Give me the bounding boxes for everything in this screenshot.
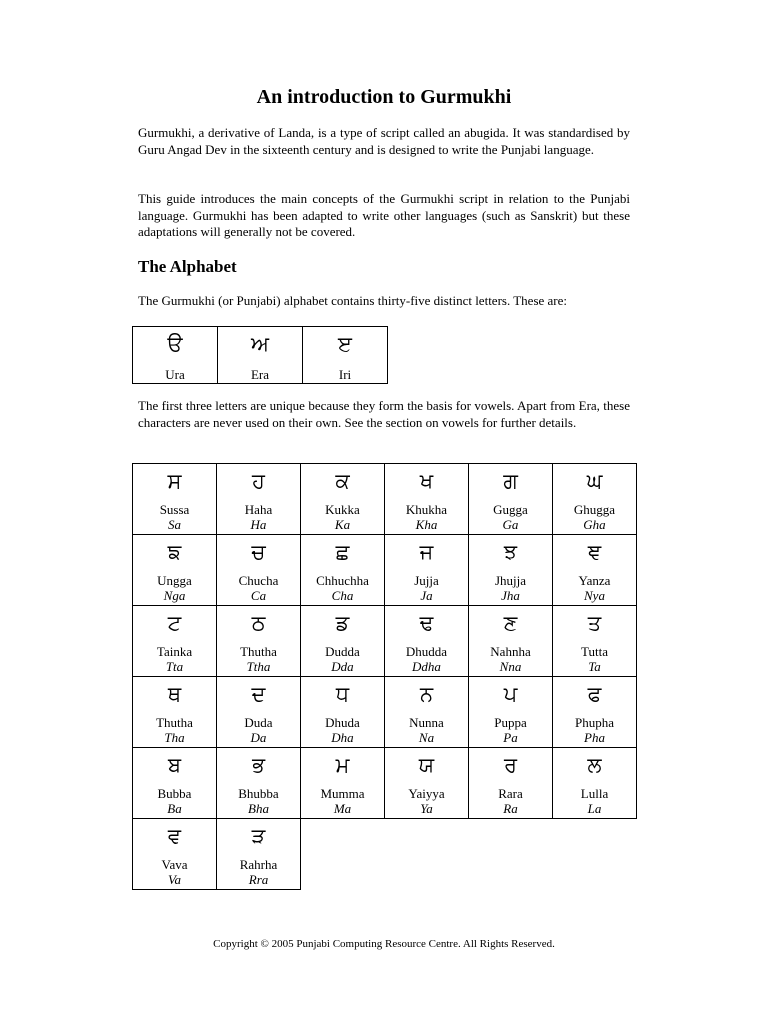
- letter-romanization: Gha: [583, 517, 606, 532]
- letter-glyph: ਧ: [335, 682, 350, 706]
- empty-cell: [553, 819, 637, 890]
- page-title: An introduction to Gurmukhi: [256, 86, 512, 108]
- letter-glyph: ਚ: [251, 540, 266, 564]
- letter-cell: [553, 464, 637, 535]
- letter-name: Nahnha: [490, 644, 531, 659]
- letter-cell: [469, 606, 553, 677]
- letter-romanization: Ja: [420, 588, 433, 603]
- letter-cell: [133, 819, 217, 890]
- letter-name: Mumma: [320, 786, 365, 801]
- letter-glyph: ਲ: [587, 753, 602, 777]
- letter-glyph: ਪ: [503, 682, 518, 706]
- letter-romanization: Ra: [503, 801, 518, 816]
- letter-name: Thutha: [240, 644, 277, 659]
- letter-romanization: Jha: [501, 588, 520, 603]
- letter-glyph: ਰ: [503, 753, 518, 777]
- letter-name: Nunna: [409, 715, 444, 730]
- letter-name: Bubba: [157, 786, 192, 801]
- letter-glyph: ਨ: [419, 682, 434, 706]
- letter-romanization: Ddha: [412, 659, 441, 674]
- intro-paragraph-1: Gurmukhi, a derivative of Landa, is a type of script called an abugida. It was standardised by Guru Angad Dev in the sixteenth century and is designed to write the Punjabi language.: [138, 125, 630, 157]
- table-row: [133, 327, 388, 384]
- letter-romanization: Nya: [584, 588, 605, 603]
- letter-cell: [133, 464, 217, 535]
- letter-cell: [385, 464, 469, 535]
- letter-name: Iri: [338, 367, 352, 382]
- table-row: [133, 748, 637, 819]
- letter-cell: [301, 464, 385, 535]
- letter-glyph: ਝ: [503, 540, 518, 564]
- letter-romanization: Da: [250, 730, 267, 745]
- letter-romanization: Dha: [331, 730, 354, 745]
- letter-cell: [385, 535, 469, 606]
- letter-glyph: ਬ: [167, 753, 182, 777]
- letter-romanization: Kha: [415, 517, 438, 532]
- letter-glyph: ਯ: [418, 753, 435, 777]
- letter-cell: [218, 327, 303, 384]
- table-row: [133, 535, 637, 606]
- letter-cell: [301, 677, 385, 748]
- letter-cell: [217, 464, 301, 535]
- alphabet-intro: The Gurmukhi (or Punjabi) alphabet contains thirty-five distinct letters. These are:: [138, 293, 567, 308]
- letter-name: Chhuchha: [316, 573, 369, 588]
- letter-cell: [385, 606, 469, 677]
- letter-romanization: Ha: [250, 517, 267, 532]
- letter-glyph: ਹ: [252, 469, 265, 493]
- letter-name: Chucha: [238, 573, 279, 588]
- table-row: [133, 819, 637, 890]
- letter-glyph: ਗ: [503, 469, 518, 493]
- letter-romanization: Ma: [333, 801, 352, 816]
- letter-name: Dhudda: [405, 644, 448, 659]
- letter-glyph: ਙ: [167, 540, 182, 564]
- empty-cell: [301, 819, 385, 890]
- letter-cell: [133, 327, 218, 384]
- letter-romanization: Nna: [499, 659, 522, 674]
- letter-name: Thutha: [156, 715, 193, 730]
- letter-glyph: ੲ: [338, 332, 352, 356]
- letter-name: Kukka: [325, 502, 360, 517]
- letter-glyph: ਖ: [419, 469, 434, 493]
- letter-romanization: Dda: [331, 659, 354, 674]
- letter-romanization: Tta: [165, 659, 184, 674]
- letter-name: Khukha: [405, 502, 448, 517]
- letter-name: Phupha: [575, 715, 614, 730]
- letter-glyph: ਫ: [587, 682, 602, 706]
- letter-glyph: ੳ: [167, 332, 183, 356]
- table-row: [133, 677, 637, 748]
- table-row: [133, 606, 637, 677]
- letter-romanization: Ga: [502, 517, 519, 532]
- letter-name: Gugga: [493, 502, 528, 517]
- letter-glyph: ਠ: [251, 611, 266, 635]
- letter-cell: [303, 327, 388, 384]
- letter-romanization: Nga: [163, 588, 186, 603]
- letter-cell: [301, 535, 385, 606]
- empty-cell: [385, 819, 469, 890]
- letter-romanization: Sa: [168, 517, 181, 532]
- letter-romanization: Ttha: [246, 659, 271, 674]
- letter-glyph: ਞ: [587, 540, 602, 564]
- letter-cell: [217, 677, 301, 748]
- letter-name: Tutta: [581, 644, 608, 659]
- letter-glyph: ਵ: [167, 824, 182, 848]
- letter-cell: [217, 748, 301, 819]
- letter-glyph: ਥ: [167, 682, 182, 706]
- letter-glyph: ਭ: [252, 753, 265, 777]
- letter-glyph: ਸ: [167, 469, 182, 493]
- alphabet-heading: The Alphabet: [138, 257, 237, 276]
- letter-romanization: Pa: [503, 730, 518, 745]
- letter-cell: [469, 677, 553, 748]
- letter-glyph: ਛ: [335, 540, 350, 564]
- letter-cell: [301, 606, 385, 677]
- letter-glyph: ਟ: [167, 611, 182, 635]
- letter-cell: [217, 606, 301, 677]
- vowel-base-table: [132, 326, 388, 384]
- letter-name: Yaiyya: [408, 786, 445, 801]
- letter-romanization: Bha: [248, 801, 269, 816]
- letter-romanization: Cha: [331, 588, 354, 603]
- letter-glyph: ਮ: [335, 753, 350, 777]
- letter-romanization: Ka: [334, 517, 351, 532]
- letter-cell: [301, 748, 385, 819]
- letter-name: Sussa: [159, 502, 190, 517]
- letter-glyph: ਜ: [419, 540, 434, 564]
- letter-name: Ghugga: [573, 502, 616, 517]
- letter-cell: [133, 748, 217, 819]
- letter-cell: [553, 748, 637, 819]
- letter-romanization: Ba: [167, 801, 182, 816]
- letter-name: Tainka: [156, 644, 193, 659]
- letter-cell: [553, 677, 637, 748]
- letter-cell: [553, 535, 637, 606]
- letter-name: Dudda: [325, 644, 360, 659]
- copyright-footer: Copyright © 2005 Punjabi Computing Resource Centre. All Rights Reserved.: [213, 938, 555, 950]
- letter-glyph: ਕ: [335, 469, 350, 493]
- letter-glyph: ਣ: [503, 611, 518, 635]
- letter-cell: [385, 748, 469, 819]
- letter-name: Bhubba: [238, 786, 279, 801]
- letter-romanization: Va: [168, 872, 181, 887]
- letter-cell: [469, 748, 553, 819]
- letter-name: Era: [250, 367, 270, 382]
- empty-cell: [469, 819, 553, 890]
- letter-romanization: Na: [418, 730, 435, 745]
- letter-cell: [469, 464, 553, 535]
- letter-name: Dhuda: [325, 715, 360, 730]
- letter-name: Puppa: [494, 715, 527, 730]
- letter-name: Duda: [244, 715, 273, 730]
- vowel-note: The first three letters are unique because they form the basis for vowels. Apart from Era, these characters are never used on their own. See the section on vowels for further details.: [138, 398, 630, 430]
- letter-name: Jujja: [414, 573, 439, 588]
- letter-cell: [133, 606, 217, 677]
- table-row: [133, 464, 637, 535]
- letter-name: Ura: [165, 367, 185, 382]
- letter-name: Haha: [244, 502, 273, 517]
- letter-cell: [133, 677, 217, 748]
- letter-glyph: ਡ: [335, 611, 350, 635]
- letter-name: Rara: [498, 786, 523, 801]
- letter-romanization: Tha: [164, 730, 185, 745]
- consonant-table: [132, 463, 637, 890]
- letter-romanization: Ca: [250, 588, 267, 603]
- letter-name: Vava: [161, 857, 188, 872]
- letter-romanization: Rra: [248, 872, 269, 887]
- letter-name: Jhujja: [494, 573, 527, 588]
- letter-name: Lulla: [580, 786, 609, 801]
- letter-glyph: ਅ: [250, 332, 270, 356]
- letter-glyph: ਘ: [586, 469, 603, 493]
- letter-romanization: La: [587, 801, 602, 816]
- letter-cell: [217, 819, 301, 890]
- letter-romanization: Ta: [588, 659, 601, 674]
- letter-name: Ungga: [157, 573, 192, 588]
- letter-glyph: ੜ: [251, 824, 266, 848]
- intro-paragraph-2: This guide introduces the main concepts of the Gurmukhi script in relation to the Punjabi language. Gurmukhi has been adapted to write other languages (such as Sanskrit) but these adaptations will generally not be covered.: [138, 191, 630, 239]
- letter-glyph: ਦ: [251, 682, 266, 706]
- letter-glyph: ਢ: [419, 611, 434, 635]
- letter-cell: [469, 535, 553, 606]
- letter-name: Rahrha: [239, 857, 278, 872]
- letter-name: Yanza: [578, 573, 611, 588]
- letter-romanization: Pha: [584, 730, 605, 745]
- letter-cell: [553, 606, 637, 677]
- letter-cell: [133, 535, 217, 606]
- letter-glyph: ਤ: [587, 611, 602, 635]
- letter-cell: [385, 677, 469, 748]
- letter-romanization: Ya: [420, 801, 433, 816]
- letter-cell: [217, 535, 301, 606]
